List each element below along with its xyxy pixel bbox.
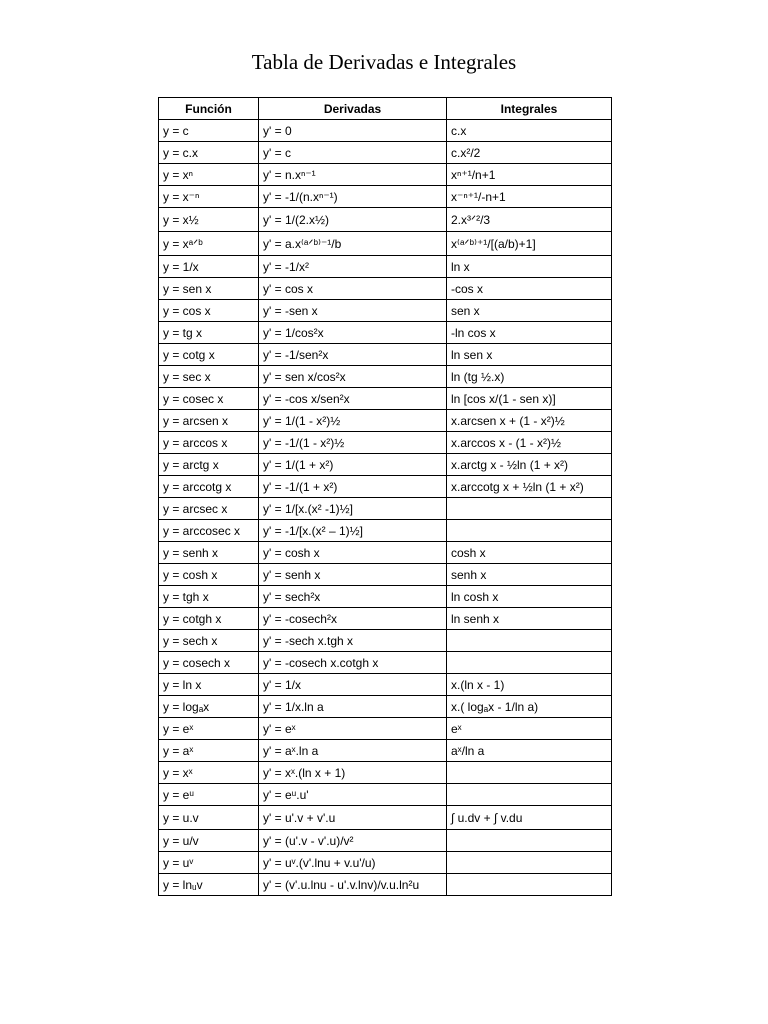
table-row (159, 388, 612, 410)
integral-cell: aˣ/ln a (447, 740, 612, 762)
integral-cell: ∫ u.dv + ∫ v.du (447, 806, 612, 830)
derivative-cell: y' = 1/x.ln a (259, 696, 447, 718)
table-row (159, 164, 612, 186)
function-cell: y = arctg x (159, 454, 259, 476)
function-cell: y = arcsen x (159, 410, 259, 432)
derivative-cell: y' = 1/cos²x (259, 322, 447, 344)
integral-cell: sen x (447, 300, 612, 322)
table-row (159, 762, 612, 784)
function-cell: y = x½ (159, 208, 259, 232)
derivative-cell: y' = 1/x (259, 674, 447, 696)
table-row (159, 256, 612, 278)
derivative-cell: y' = -cosech²x (259, 608, 447, 630)
function-cell: y = eˣ (159, 718, 259, 740)
header-derivadas: Derivadas (259, 98, 447, 120)
function-cell: y = arccos x (159, 432, 259, 454)
integral-cell (447, 784, 612, 806)
integral-cell: ln x (447, 256, 612, 278)
function-cell: y = sec x (159, 366, 259, 388)
integral-cell: x.arccotg x + ½ln (1 + x²) (447, 476, 612, 498)
function-cell: y = xⁿ (159, 164, 259, 186)
function-cell: y = 1/x (159, 256, 259, 278)
table-row (159, 718, 612, 740)
table-row (159, 366, 612, 388)
header-integrales: Integrales (447, 98, 612, 120)
table-header-row (159, 98, 612, 120)
function-cell: y = cos x (159, 300, 259, 322)
derivative-cell: y' = -sen x (259, 300, 447, 322)
integral-cell (447, 830, 612, 852)
function-cell: y = sech x (159, 630, 259, 652)
derivative-cell: y' = -sech x.tgh x (259, 630, 447, 652)
derivative-cell: y' = uᵛ.(v'.lnu + v.u'/u) (259, 852, 447, 874)
integral-cell (447, 520, 612, 542)
integral-cell (447, 762, 612, 784)
header-funcion: Función (159, 98, 259, 120)
derivative-cell: y' = u'.v + v'.u (259, 806, 447, 830)
function-cell: y = ln x (159, 674, 259, 696)
integral-cell: -ln cos x (447, 322, 612, 344)
function-cell: y = sen x (159, 278, 259, 300)
function-cell: y = senh x (159, 542, 259, 564)
integral-cell: ln sen x (447, 344, 612, 366)
integral-cell: x⁽ᵃᐟᵇ⁾⁺¹/[(a/b)+1] (447, 232, 612, 256)
table-row (159, 432, 612, 454)
table-row (159, 740, 612, 762)
integral-cell: x.arcsen x + (1 - x²)½ (447, 410, 612, 432)
derivative-cell: y' = -1/(n.xⁿ⁻¹) (259, 186, 447, 208)
table-row (159, 852, 612, 874)
integral-cell (447, 630, 612, 652)
derivative-cell: y' = xˣ.(ln x + 1) (259, 762, 447, 784)
derivative-cell: y' = sen x/cos²x (259, 366, 447, 388)
function-cell: y = logₐx (159, 696, 259, 718)
function-cell: y = aˣ (159, 740, 259, 762)
table-row (159, 278, 612, 300)
derivative-cell: y' = eˣ (259, 718, 447, 740)
table-row (159, 322, 612, 344)
function-cell: y = u.v (159, 806, 259, 830)
derivative-cell: y' = c (259, 142, 447, 164)
table-row (159, 344, 612, 366)
integral-cell: cosh x (447, 542, 612, 564)
function-cell: y = cosech x (159, 652, 259, 674)
derivative-cell: y' = 1/(1 + x²) (259, 454, 447, 476)
table-row (159, 696, 612, 718)
table-row (159, 454, 612, 476)
table-row (159, 520, 612, 542)
table-row (159, 410, 612, 432)
table-row (159, 564, 612, 586)
derivative-cell: y' = 1/[x.(x² -1)½] (259, 498, 447, 520)
function-cell: y = eᵘ (159, 784, 259, 806)
derivative-cell: y' = (u'.v - v'.u)/v² (259, 830, 447, 852)
integral-cell: ln [cos x/(1 - sen x)] (447, 388, 612, 410)
table-row (159, 608, 612, 630)
function-cell: y = c.x (159, 142, 259, 164)
derivative-cell: y' = -1/sen²x (259, 344, 447, 366)
function-cell: y = cosh x (159, 564, 259, 586)
table-row (159, 476, 612, 498)
derivative-cell: y' = -1/[x.(x² – 1)½] (259, 520, 447, 542)
integral-cell: ln cosh x (447, 586, 612, 608)
table-row (159, 300, 612, 322)
integral-cell: x.arccos x - (1 - x²)½ (447, 432, 612, 454)
table-row (159, 542, 612, 564)
function-cell: y = c (159, 120, 259, 142)
integral-cell: -cos x (447, 278, 612, 300)
derivative-cell: y' = cos x (259, 278, 447, 300)
derivative-cell: y' = aˣ.ln a (259, 740, 447, 762)
derivative-cell: y' = -1/x² (259, 256, 447, 278)
derivative-cell: y' = senh x (259, 564, 447, 586)
table-row (159, 652, 612, 674)
integral-cell: eˣ (447, 718, 612, 740)
integral-cell (447, 852, 612, 874)
function-cell: y = cosec x (159, 388, 259, 410)
derivatives-table (158, 97, 612, 896)
table-row (159, 630, 612, 652)
integral-cell: ln senh x (447, 608, 612, 630)
derivative-cell: y' = a.x⁽ᵃᐟᵇ⁾⁻¹/b (259, 232, 447, 256)
function-cell: y = arccotg x (159, 476, 259, 498)
table-row (159, 186, 612, 208)
derivative-cell: y' = 1/(1 - x²)½ (259, 410, 447, 432)
integral-cell: xⁿ⁺¹/n+1 (447, 164, 612, 186)
integral-cell (447, 498, 612, 520)
integral-cell: x⁻ⁿ⁺¹/-n+1 (447, 186, 612, 208)
derivative-cell: y' = -cos x/sen²x (259, 388, 447, 410)
derivative-cell: y' = (v'.u.lnu - u'.v.lnv)/v.u.ln²u (259, 874, 447, 896)
integral-cell: x.(ln x - 1) (447, 674, 612, 696)
integral-cell (447, 652, 612, 674)
function-cell: y = tgh x (159, 586, 259, 608)
table-row (159, 586, 612, 608)
table-row (159, 830, 612, 852)
derivative-cell: y' = -1/(1 + x²) (259, 476, 447, 498)
table-row (159, 232, 612, 256)
function-cell: y = xᵃᐟᵇ (159, 232, 259, 256)
page-title: Tabla de Derivadas e Integrales (251, 50, 517, 74)
function-cell: y = arcsec x (159, 498, 259, 520)
function-cell: y = xˣ (159, 762, 259, 784)
table-row (159, 120, 612, 142)
function-cell: y = lnᵤv (159, 874, 259, 896)
table-row (159, 784, 612, 806)
integral-cell (447, 874, 612, 896)
table-row (159, 208, 612, 232)
table-row (159, 142, 612, 164)
derivative-cell: y' = -1/(1 - x²)½ (259, 432, 447, 454)
function-cell: y = tg x (159, 322, 259, 344)
integral-cell: 2.x³ᐟ²/3 (447, 208, 612, 232)
table-row (159, 498, 612, 520)
table-row (159, 874, 612, 896)
derivative-cell: y' = 0 (259, 120, 447, 142)
derivative-cell: y' = eᵘ.u' (259, 784, 447, 806)
derivative-cell: y' = n.xⁿ⁻¹ (259, 164, 447, 186)
table-row (159, 806, 612, 830)
function-cell: y = cotgh x (159, 608, 259, 630)
function-cell: y = u/v (159, 830, 259, 852)
integral-cell: x.arctg x - ½ln (1 + x²) (447, 454, 612, 476)
derivative-cell: y' = -cosech x.cotgh x (259, 652, 447, 674)
derivative-cell: y' = sech²x (259, 586, 447, 608)
integral-cell: x.( logₐx - 1/ln a) (447, 696, 612, 718)
function-cell: y = arccosec x (159, 520, 259, 542)
derivative-cell: y' = 1/(2.x½) (259, 208, 447, 232)
integral-cell: senh x (447, 564, 612, 586)
function-cell: y = x⁻ⁿ (159, 186, 259, 208)
integral-cell: c.x²/2 (447, 142, 612, 164)
integral-cell: c.x (447, 120, 612, 142)
derivative-cell: y' = cosh x (259, 542, 447, 564)
function-cell: y = uᵛ (159, 852, 259, 874)
function-cell: y = cotg x (159, 344, 259, 366)
integral-cell: ln (tg ½.x) (447, 366, 612, 388)
table-row (159, 674, 612, 696)
